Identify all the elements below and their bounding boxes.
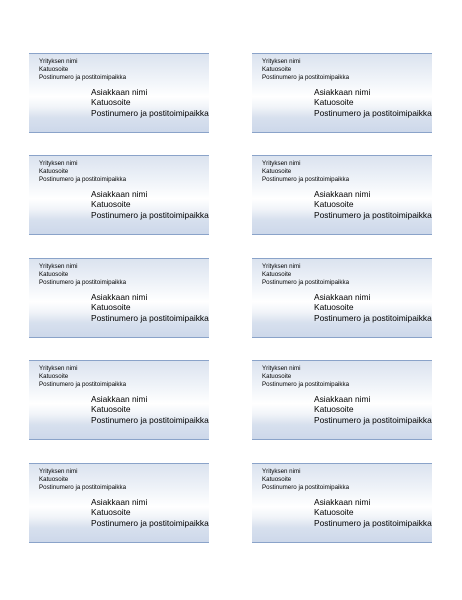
sender-company: Yrityksen nimi [262,365,301,372]
recipient-address [314,189,432,220]
sender-address [262,365,349,388]
sender-postal: Postinumero ja postitoimipaikka [262,380,350,388]
sender-street: Katuosoite [39,65,69,73]
sender-address [39,160,126,183]
recipient-street: Katuosoite [91,404,131,415]
recipient-street: Katuosoite [91,97,131,108]
sender-company: Yrityksen nimi [262,160,301,167]
recipient-postal: Postinumero ja postitoimipaikka [314,517,432,528]
sender-address [39,468,126,491]
shipping-label[interactable] [29,360,209,440]
sender-street: Katuosoite [39,475,69,483]
sender-address [262,468,349,491]
recipient-street: Katuosoite [314,97,354,108]
sender-address [39,365,126,388]
recipient-postal: Postinumero ja postitoimipaikka [314,107,432,118]
recipient-name: Asiakkaan nimi [314,497,371,507]
sender-postal: Postinumero ja postitoimipaikka [262,483,350,491]
sender-postal: Postinumero ja postitoimipaikka [39,175,127,183]
sender-address [39,263,126,286]
recipient-address [91,189,209,220]
recipient-postal: Postinumero ja postitoimipaikka [91,312,209,323]
sender-company: Yrityksen nimi [39,365,78,372]
recipient-name: Asiakkaan nimi [314,189,371,199]
recipient-street: Katuosoite [314,199,354,210]
sender-street: Katuosoite [262,167,292,175]
sender-address [262,160,349,183]
recipient-address [91,292,209,323]
sender-company: Yrityksen nimi [262,263,301,270]
sender-postal: Postinumero ja postitoimipaikka [262,175,350,183]
sender-company: Yrityksen nimi [262,58,301,65]
sender-postal: Postinumero ja postitoimipaikka [39,380,127,388]
recipient-address [314,292,432,323]
recipient-postal: Postinumero ja postitoimipaikka [91,414,209,425]
shipping-label[interactable] [29,463,209,543]
recipient-address [91,87,209,118]
sender-address [262,58,349,81]
sender-street: Katuosoite [262,65,292,73]
sender-street: Katuosoite [39,270,69,278]
recipient-address [314,394,432,425]
recipient-street: Katuosoite [91,507,131,518]
sender-street: Katuosoite [39,372,69,380]
sender-postal: Postinumero ja postitoimipaikka [262,278,350,286]
recipient-address [91,497,209,528]
recipient-postal: Postinumero ja postitoimipaikka [314,414,432,425]
sender-postal: Postinumero ja postitoimipaikka [262,73,350,81]
recipient-postal: Postinumero ja postitoimipaikka [91,107,209,118]
shipping-label[interactable] [252,53,432,133]
recipient-name: Asiakkaan nimi [91,497,148,507]
sender-address [262,263,349,286]
shipping-label[interactable] [252,258,432,338]
shipping-label[interactable] [252,155,432,235]
sender-postal: Postinumero ja postitoimipaikka [39,483,127,491]
shipping-label[interactable] [29,155,209,235]
recipient-name: Asiakkaan nimi [91,394,148,404]
sender-address [39,58,126,81]
recipient-name: Asiakkaan nimi [314,87,371,97]
sender-street: Katuosoite [262,475,292,483]
sender-street: Katuosoite [262,270,292,278]
recipient-postal: Postinumero ja postitoimipaikka [314,209,432,220]
sender-postal: Postinumero ja postitoimipaikka [39,73,127,81]
recipient-street: Katuosoite [314,302,354,313]
recipient-name: Asiakkaan nimi [91,189,148,199]
shipping-label[interactable] [252,360,432,440]
sender-company: Yrityksen nimi [39,58,78,65]
recipient-address [314,87,432,118]
sender-street: Katuosoite [262,372,292,380]
sender-company: Yrityksen nimi [39,263,78,270]
shipping-label[interactable] [252,463,432,543]
sender-company: Yrityksen nimi [39,160,78,167]
shipping-label[interactable] [29,53,209,133]
sender-postal: Postinumero ja postitoimipaikka [39,278,127,286]
recipient-name: Asiakkaan nimi [314,292,371,302]
recipient-street: Katuosoite [314,404,354,415]
recipient-street: Katuosoite [91,199,131,210]
sender-company: Yrityksen nimi [262,468,301,475]
sender-street: Katuosoite [39,167,69,175]
recipient-address [91,394,209,425]
recipient-name: Asiakkaan nimi [91,292,148,302]
recipient-street: Katuosoite [91,302,131,313]
shipping-label[interactable] [29,258,209,338]
recipient-postal: Postinumero ja postitoimipaikka [314,312,432,323]
recipient-address [314,497,432,528]
sender-company: Yrityksen nimi [39,468,78,475]
recipient-postal: Postinumero ja postitoimipaikka [91,517,209,528]
recipient-street: Katuosoite [314,507,354,518]
recipient-postal: Postinumero ja postitoimipaikka [91,209,209,220]
recipient-name: Asiakkaan nimi [314,394,371,404]
recipient-name: Asiakkaan nimi [91,87,148,97]
